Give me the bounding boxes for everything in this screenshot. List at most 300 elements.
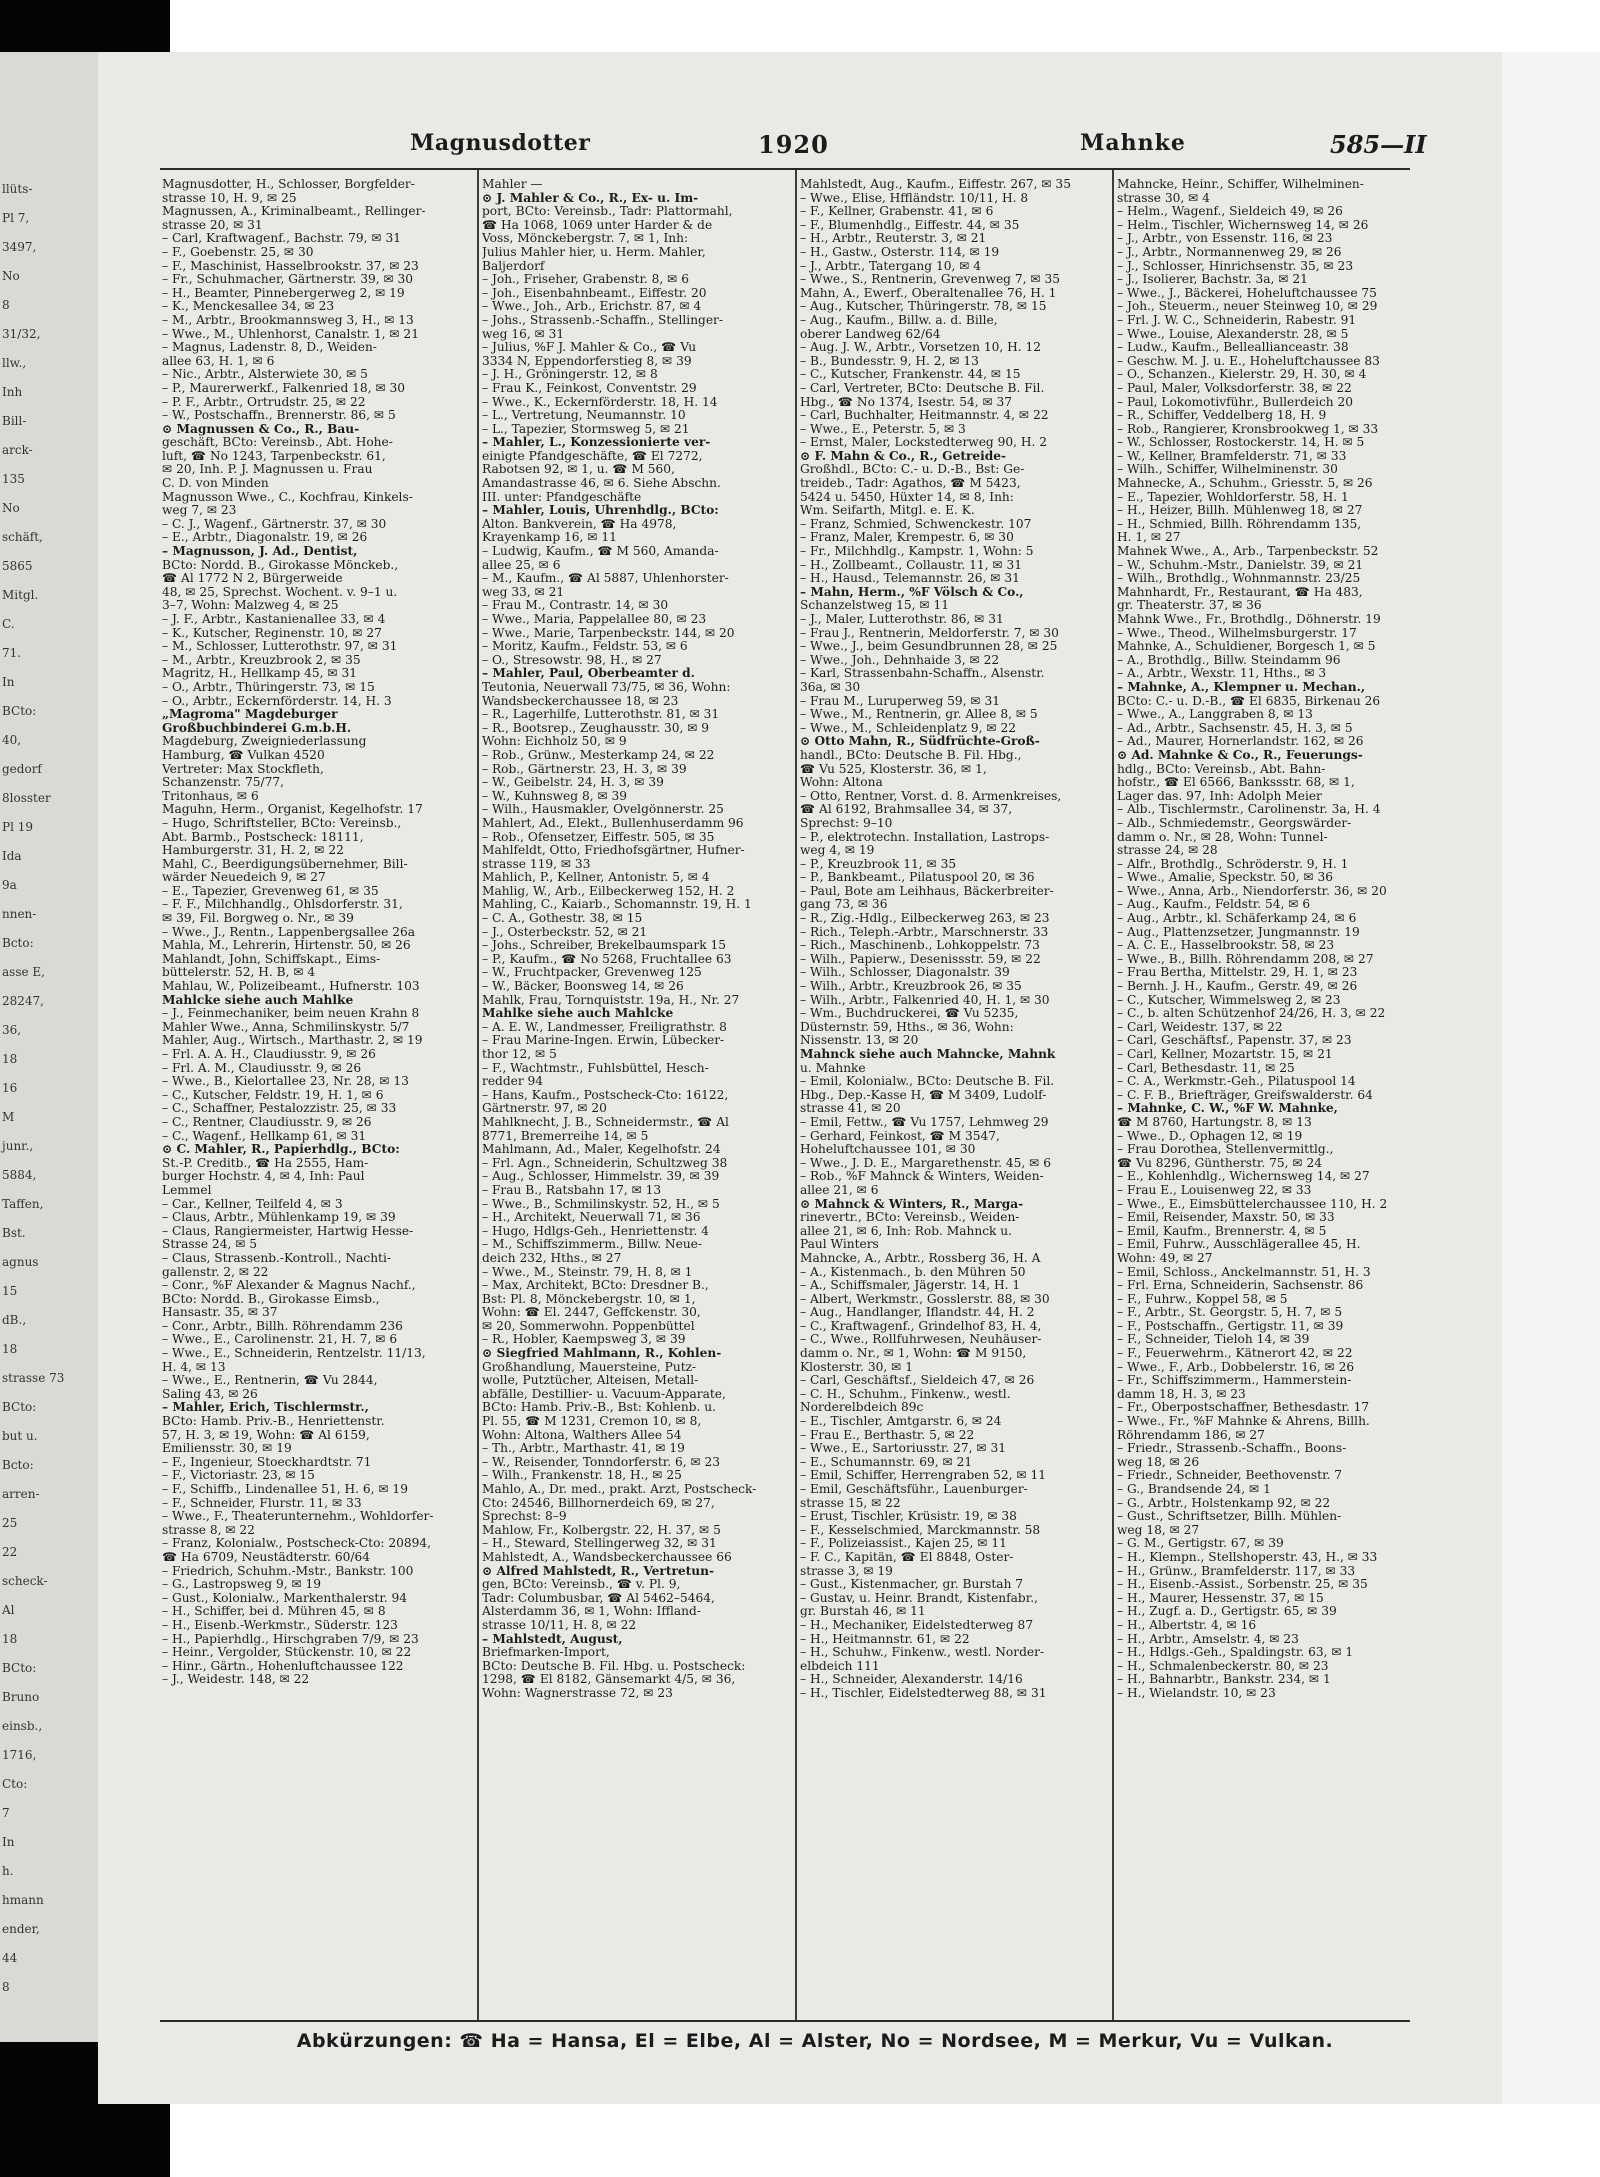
directory-entry: 5424 u. 5450, Hüxter 14, ✉ 8, Inh: <box>800 490 1014 504</box>
directory-entry: Amandastrasse 46, ✉ 6. Siehe Abschn. <box>482 477 721 491</box>
directory-entry: Mahnk Wwe., Fr., Brothdlg., Döhnerstr. 19 <box>1117 613 1381 626</box>
directory-entry: redder 94 <box>482 1075 544 1089</box>
directory-entry: strasse 119, ✉ 33 <box>482 857 591 871</box>
directory-entry: Hbg., Dep.-Kasse H, ☎ M 3409, Ludolf- <box>800 1088 1047 1102</box>
directory-entry: – Rich., Maschinenb., Lohkoppelstr. 73 <box>800 939 1040 953</box>
directory-entry: Wm. Seifarth, Mitgl. e. E. K. <box>800 504 975 518</box>
page-number: 585—II <box>1330 130 1427 159</box>
previous-page-fragment: Ida <box>2 849 22 863</box>
directory-entry: – Wwe., M., Uhlenhorst, Canalstr. 1, ✉ 21 <box>162 327 419 341</box>
directory-entry: H. 1, ✉ 27 <box>1117 531 1181 545</box>
directory-entry: ⊙ C. Mahler, R., Papierhdlg., BCto: <box>162 1143 400 1157</box>
directory-entry: – Frl. A. A. H., Claudiusstr. 9, ✉ 26 <box>162 1048 376 1061</box>
directory-entry: Mahla, M., Lehrerin, Hirtenstr. 50, ✉ 26 <box>162 939 411 953</box>
directory-entry: – Friedr., Schneider, Beethovenstr. 7 <box>1117 1469 1343 1483</box>
directory-entry: – Wwe., Maria, Pappelallee 80, ✉ 23 <box>482 613 707 626</box>
directory-entry: – H., Arbtr., Reuterstr. 3, ✉ 21 <box>800 232 987 246</box>
directory-entry: – Wwe., Anna, Arb., Niendorferstr. 36, ✉ 20 <box>1117 884 1387 898</box>
directory-column-2 <box>482 178 790 2016</box>
directory-entry: Röhrendamm 186, ✉ 27 <box>1117 1428 1265 1442</box>
directory-entry: – Rob., Grünw., Mesterkamp 24, ✉ 22 <box>482 748 715 762</box>
directory-entry: – Wwe., J., beim Gesundbrunnen 28, ✉ 25 <box>800 640 1058 654</box>
directory-entry: – Wwe., B., Kielortallee 23, Nr. 28, ✉ 13 <box>162 1075 409 1089</box>
previous-page-fragment: 44 <box>2 1951 18 1965</box>
directory-entry: Mahlstedt, Aug., Kaufm., Eiffestr. 267, ✉ 35 <box>800 178 1071 191</box>
directory-entry: Lager das. 97, Inh: Adolph Meier <box>1117 789 1322 803</box>
directory-entry: damm o. Nr., ✉ 28, Wohn: Tunnel- <box>1117 830 1328 844</box>
directory-entry: ⊙ J. Mahler & Co., R., Ex- u. Im- <box>482 191 699 205</box>
directory-entry: – Alfr., Brothdlg., Schröderstr. 9, H. 1 <box>1117 857 1349 871</box>
directory-entry: ☎ Vu 525, Klosterstr. 36, ✉ 1, <box>800 762 987 776</box>
directory-entry: Maguhn, Herm., Organist, Kegelhofstr. 17 <box>162 803 423 817</box>
previous-page-fragment: 18 <box>2 1052 18 1066</box>
directory-entry: Alsterdamm 36, ✉ 1, Wohn: Iffland- <box>482 1605 701 1619</box>
directory-entry: ☎ Ha 6709, Neustädterstr. 60/64 <box>162 1550 370 1564</box>
directory-entry: – Frl. Erna, Schneiderin, Sachsenstr. 86 <box>1117 1279 1364 1293</box>
abbreviations-footer: Abkürzungen: ☎ Ha = Hansa, El = Elbe, Al = Alster, No = Nordsee, M = Merkur, Vu = Vulkan. <box>296 2030 1334 2052</box>
directory-entry: – J., Arbtr., Normannenweg 29, ✉ 26 <box>1117 245 1342 259</box>
previous-page-fragment: Inh <box>2 385 23 399</box>
directory-entry: – A., Brothdlg., Billw. Steindamm 96 <box>1117 653 1341 667</box>
previous-page-fragment: h. <box>2 1864 14 1878</box>
directory-entry: ⊙ Ad. Mahnke & Co., R., Feuerungs- <box>1117 748 1363 762</box>
previous-page-fragment: 22 <box>2 1545 18 1559</box>
directory-entry: – F., Victoriastr. 23, ✉ 15 <box>162 1469 315 1483</box>
directory-entry: – Claus, Strassenb.-Kontroll., Nachti- <box>162 1251 391 1265</box>
directory-entry: Mahl, C., Beerdigungsübernehmer, Bill- <box>162 857 408 871</box>
directory-entry: BCto: Hamb. Priv.-B., Henriettenstr. <box>162 1415 385 1429</box>
directory-entry: geschäft, BCto: Vereinsb., Abt. Hohe- <box>162 436 393 450</box>
directory-entry: – M., Arbtr., Kreuzbrook 2, ✉ 35 <box>162 653 361 667</box>
directory-entry: büttelerstr. 52, H. B, ✉ 4 <box>162 966 316 980</box>
directory-entry: – P., Maurerwerkf., Falkenried 18, ✉ 30 <box>162 381 406 395</box>
directory-entry: – Magnusson, J. Ad., Dentist, <box>162 545 358 559</box>
directory-entry: – Wwe., Elise, Hffländstr. 10/11, H. 8 <box>800 191 1029 205</box>
directory-entry: ⊙ Siegfried Mahlmann, R., Kohlen- <box>482 1347 722 1361</box>
previous-page-fragment: arren- <box>2 1487 40 1501</box>
directory-entry: – Wwe., J., Bäckerei, Hoheluftchaussee 75 <box>1117 286 1377 300</box>
directory-entry: ⊙ F. Mahn & Co., R., Getreide- <box>800 449 1007 463</box>
directory-entry: – F., Goebenstr. 25, ✉ 30 <box>162 245 314 259</box>
directory-entry: – Wwe., M., Schleidenplatz 9, ✉ 22 <box>800 721 1017 735</box>
directory-entry: C. D. von Minden <box>162 477 269 491</box>
directory-entry: Mahlcke siehe auch Mahlke <box>162 993 354 1007</box>
directory-entry: – Fr., Oberpostschaffner, Bethesdastr. 17 <box>1117 1401 1370 1415</box>
directory-entry: – Alb., Schmiedemstr., Georgswärder- <box>1117 816 1352 830</box>
directory-entry: – Joh., Eisenbahnbeamt., Eiffestr. 20 <box>482 286 707 300</box>
directory-entry: Abt. Barmb., Postscheck: 18111, <box>162 830 364 844</box>
directory-entry: – F. C., Kapitän, ☎ El 8848, Oster- <box>800 1550 1014 1564</box>
directory-entry: Tadr: Columbusbar, ☎ Al 5462–5464, <box>482 1591 715 1605</box>
previous-page-fragment: asse E, <box>2 965 45 979</box>
directory-entry: strasse 10, H. 9, ✉ 25 <box>162 191 297 205</box>
directory-entry: – P., Bankbeamt., Pilatuspool 20, ✉ 36 <box>800 871 1035 885</box>
directory-entry: – Fr., Schuhmacher, Gärtnerstr. 39, ✉ 30 <box>162 273 414 287</box>
directory-entry: – Wwe., E., Schneiderin, Rentzelstr. 11/13, <box>162 1347 426 1361</box>
directory-entry: – C., Rentner, Claudiusstr. 9, ✉ 26 <box>162 1115 372 1129</box>
directory-entry: – Rob., %F Mahnck & Winters, Weiden- <box>800 1170 1044 1184</box>
directory-entry: – Wwe., Marie, Tarpenbeckstr. 144, ✉ 20 <box>482 626 735 640</box>
directory-entry: – Joh., Friseher, Grabenstr. 8, ✉ 6 <box>482 273 690 287</box>
directory-entry: Mahlfeldt, Otto, Friedhofsgärtner, Hufner- <box>482 844 745 858</box>
directory-entry: Mahlow, Fr., Kolbergstr. 22, H. 37, ✉ 5 <box>482 1523 721 1537</box>
directory-entry: – H., Bahnarbtr., Bankstr. 234, ✉ 1 <box>1117 1673 1331 1687</box>
directory-entry: – C. H., Schuhm., Finkenw., westl. <box>800 1387 1011 1401</box>
directory-entry: – R., Zig.-Hdlg., Eilbeckerweg 263, ✉ 23 <box>800 912 1050 926</box>
directory-entry: ✉ 20, Inh. P. J. Magnussen u. Frau <box>162 463 373 477</box>
directory-entry: – F., Feuerwehrm., Kätnerort 42, ✉ 22 <box>1117 1347 1353 1361</box>
directory-entry: – Gust., Kolonialw., Markenthalerstr. 94 <box>162 1591 408 1605</box>
previous-page-fragment: Mitgl. <box>2 588 39 602</box>
directory-entry: – Ad., Arbtr., Sachsenstr. 45, H. 3, ✉ 5 <box>1117 721 1353 735</box>
directory-entry: – H., Klempn., Stellshoperstr. 43, H., ✉ 33 <box>1117 1550 1378 1564</box>
directory-entry: – F., Schneider, Tieloh 14, ✉ 39 <box>1117 1333 1310 1347</box>
directory-entry: – Wwe., M., Steinstr. 79, H. 8, ✉ 1 <box>482 1265 693 1279</box>
directory-entry: – Wwe., S., Rentnerin, Grevenweg 7, ✉ 35 <box>800 273 1060 287</box>
directory-entry: – Wilh., Arbtr., Kreuzbrook 26, ✉ 35 <box>800 980 1022 994</box>
previous-page-fragment: In <box>2 1835 15 1849</box>
directory-entry: – Car., Kellner, Teilfeld 4, ✉ 3 <box>162 1197 343 1211</box>
directory-entry: – Otto, Rentner, Vorst. d. 8. Armenkreises, <box>800 789 1062 803</box>
previous-page-fragment: dB., <box>2 1313 27 1327</box>
directory-entry: gen, BCto: Vereinsb., ☎ v. Pl. 9, <box>482 1578 681 1592</box>
directory-entry: damm o. Nr., ✉ 1, Wohn: ☎ M 9150, <box>800 1347 1027 1361</box>
directory-entry: – C., b. alten Schützenhof 24/26, H. 3, ✉ 22 <box>1117 1007 1386 1021</box>
directory-entry: Magnussen, A., Kriminalbeamt., Rellinger- <box>162 205 426 219</box>
directory-entry: – Wwe., Theod., Wilhelmsburgerstr. 17 <box>1117 626 1357 640</box>
directory-entry: – B., Bundesstr. 9, H. 2, ✉ 13 <box>800 354 979 368</box>
directory-entry: gang 73, ✉ 36 <box>800 898 888 912</box>
directory-entry: – Carl, Geschäftsf., Papenstr. 37, ✉ 23 <box>1117 1034 1352 1048</box>
directory-entry: – Wwe., E., Carolinenstr. 21, H. 7, ✉ 6 <box>162 1333 398 1347</box>
directory-entry: Sprechst: 8–9 <box>482 1510 567 1524</box>
directory-entry: – Joh., Steuerm., neuer Steinweg 10, ✉ 29 <box>1117 300 1378 314</box>
directory-entry: – Carl, Geschäftsf., Sieldeich 47, ✉ 26 <box>800 1374 1035 1388</box>
directory-entry: – Frau M., Contrastr. 14, ✉ 30 <box>482 599 669 613</box>
directory-entry: – Mahnke, C. W., %F W. Mahnke, <box>1117 1102 1338 1116</box>
directory-entry: deich 232, Hths., ✉ 27 <box>482 1251 622 1265</box>
directory-entry: BCto: Deutsche B. Fil. Hbg. u. Postscheck: <box>482 1659 746 1673</box>
directory-entry: – M., Schlosser, Lutterothstr. 97, ✉ 31 <box>162 640 398 654</box>
directory-entry: – Aug., Kaufm., Feldstr. 54, ✉ 6 <box>1117 898 1311 912</box>
directory-entry: Hamburgerstr. 31, H. 2, ✉ 22 <box>162 844 344 858</box>
directory-entry: – C., Kraftwagenf., Grindelhof 83, H. 4, <box>800 1319 1042 1333</box>
directory-entry: – F., Fuhrw., Koppel 58, ✉ 5 <box>1117 1292 1288 1306</box>
directory-entry: Schanzelstweg 15, ✉ 11 <box>800 599 949 613</box>
directory-entry: strasse 15, ✉ 22 <box>800 1496 901 1510</box>
directory-entry: – H., Hausd., Telemannstr. 26, ✉ 31 <box>800 572 1020 586</box>
directory-entry: – Wilh., Arbtr., Falkenried 40, H. 1, ✉ 30 <box>800 993 1050 1007</box>
directory-entry: – F., Maschinist, Hasselbrookstr. 37, ✉ 23 <box>162 259 419 273</box>
previous-page-fragment: 5865 <box>2 559 33 573</box>
directory-entry: – E., Kohlenhdlg., Wichernsweg 14, ✉ 27 <box>1117 1170 1370 1184</box>
previous-page-fragment: BCto: <box>2 704 37 718</box>
previous-page-fragment: 40, <box>2 733 22 747</box>
directory-entry: Schanzenstr. 75/77, <box>162 776 285 790</box>
previous-page-fragment: 8 <box>2 298 10 312</box>
running-head-left: Magnusdotter <box>410 130 591 156</box>
directory-entry: Emiliensstr. 30, ✉ 19 <box>162 1442 292 1456</box>
directory-entry: allee 25, ✉ 6 <box>482 558 561 572</box>
directory-entry: – P., Kaufm., ☎ No 5268, Fruchtallee 63 <box>482 952 732 966</box>
directory-entry: – Bernh. J. H., Kaufm., Gerstr. 49, ✉ 26 <box>1117 980 1358 994</box>
directory-entry: – H., Schmalenbeckerstr. 80, ✉ 23 <box>1117 1659 1329 1673</box>
directory-entry: Magdeburg, Zweigniederlassung <box>162 735 367 749</box>
directory-entry: weg 16, ✉ 31 <box>482 327 565 341</box>
directory-entry: – C., Kutscher, Frankenstr. 44, ✉ 15 <box>800 368 1021 382</box>
directory-entry: – Karl, Strassenbahn-Schaffn., Alsenstr. <box>800 667 1045 681</box>
directory-entry: – H., Tischler, Eidelstedterweg 88, ✉ 31 <box>800 1686 1047 1700</box>
directory-entry: – F. F., Milchhandlg., Ohlsdorferstr. 31, <box>162 898 403 912</box>
directory-entry: – Wwe., E., Peterstr. 5, ✉ 3 <box>800 422 966 436</box>
directory-entry: – F., Kellner, Grabenstr. 41, ✉ 6 <box>800 205 994 219</box>
directory-entry: – R., Lagerhilfe, Lutterothstr. 81, ✉ 31 <box>482 708 720 722</box>
previous-page-edge <box>0 52 98 2042</box>
directory-entry: – Wwe., J. D. E., Margarethenstr. 45, ✉ 6 <box>800 1156 1052 1170</box>
directory-entry: Hbg., ☎ No 1374, Isestr. 54, ✉ 37 <box>800 395 1013 409</box>
directory-entry: allee 63, H. 1, ✉ 6 <box>162 354 275 368</box>
directory-entry: treideb., Tadr: Agathos, ☎ M 5423, <box>800 477 1021 491</box>
directory-entry: abfälle, Destillier- u. Vacuum-Apparate, <box>482 1387 726 1401</box>
previous-page-fragment: Pl 19 <box>2 820 33 834</box>
directory-entry: – J., Osterbeckstr. 52, ✉ 21 <box>482 925 648 939</box>
directory-entry: – Johs., Schreiber, Brekelbaumspark 15 <box>482 939 727 953</box>
directory-entry: Pl. 55, ☎ M 1231, Cremon 10, ✉ 8, <box>482 1415 702 1429</box>
previous-page-fragment: agnus <box>2 1255 39 1269</box>
directory-entry: – A., Kistenmach., b. den Mühren 50 <box>800 1265 1026 1279</box>
directory-entry: – H., Schneider, Alexanderstr. 14/16 <box>800 1673 1023 1687</box>
directory-entry: – Franz, Schmied, Schwenckestr. 107 <box>800 517 1032 531</box>
directory-entry: wolle, Putztücher, Alteisen, Metall- <box>482 1374 699 1388</box>
directory-entry: – Paul, Lokomotivführ., Bullerdeich 20 <box>1117 395 1354 409</box>
previous-page-fragment: Bcto: <box>2 1458 34 1472</box>
directory-entry: – W., Reisender, Tonndorferstr. 6, ✉ 23 <box>482 1455 721 1469</box>
directory-entry: ☎ Vu 8296, Güntherstr. 75, ✉ 24 <box>1117 1156 1323 1170</box>
directory-entry: Wohn: Wagnerstrasse 72, ✉ 23 <box>482 1686 673 1700</box>
directory-entry: Teutonia, Neuerwall 73/75, ✉ 36, Wohn: <box>482 680 731 694</box>
directory-entry: – C., Schaffner, Pestalozzistr. 25, ✉ 33 <box>162 1102 397 1116</box>
directory-entry: – F., Ingenieur, Stoeckhardtstr. 71 <box>162 1455 372 1469</box>
directory-entry: – E., Arbtr., Diagonalstr. 19, ✉ 26 <box>162 531 368 545</box>
previous-page-fragment: 15 <box>2 1284 18 1298</box>
directory-entry: Paul Winters <box>800 1238 879 1252</box>
directory-entry: – Gustav, u. Heinr. Brandt, Kistenfabr., <box>800 1591 1038 1605</box>
directory-entry: Mahnhardt, Fr., Restaurant, ☎ Ha 483, <box>1117 585 1363 599</box>
directory-entry: – G., Lastropsweg 9, ✉ 19 <box>162 1578 322 1592</box>
directory-entry: Mahlmann, Ad., Maler, Kegelhofstr. 24 <box>482 1143 721 1157</box>
directory-entry: – Mahler, L., Konzessionierte ver- <box>482 436 711 450</box>
running-head-year: 1920 <box>758 130 829 159</box>
directory-entry: – C. J., Wagenf., Gärtnerstr. 37, ✉ 30 <box>162 517 387 531</box>
directory-entry: – R., Hobler, Kaempsweg 3, ✉ 39 <box>482 1333 686 1347</box>
previous-page-fragment: BCto: <box>2 1400 37 1414</box>
directory-entry: – H., Eisenb.-Assist., Sorbenstr. 25, ✉ 35 <box>1117 1578 1368 1592</box>
directory-entry: – Carl, Weidestr. 137, ✉ 22 <box>1117 1020 1283 1034</box>
previous-page-fragment: arck- <box>2 443 33 457</box>
previous-page-fragment: ender, <box>2 1922 40 1936</box>
directory-entry: Mahling, C., Kaiarb., Schomannstr. 19, H. 1 <box>482 898 752 912</box>
directory-entry: – H., Schuhw., Finkenw., westl. Norder- <box>800 1646 1045 1660</box>
previous-page-fragment: 1716, <box>2 1748 37 1762</box>
directory-entry: – Frau Marine-Ingen. Erwin, Lübecker- <box>482 1034 725 1048</box>
directory-entry: – E., Tapezier, Grevenweg 61, ✉ 35 <box>162 884 379 898</box>
previous-page-fragment: In <box>2 675 15 689</box>
directory-entry: – Aug., Plattenzsetzer, Jungmannstr. 19 <box>1117 925 1360 939</box>
directory-entry: – Wwe., Joh., Arb., Erichstr. 87, ✉ 4 <box>482 300 702 314</box>
directory-entry: – Friedr., Strassenb.-Schaffn., Boons- <box>1117 1442 1347 1456</box>
directory-entry: 8771, Bremerreihe 14, ✉ 5 <box>482 1129 649 1143</box>
directory-entry: – Franz, Kolonialw., Postscheck-Cto: 20894, <box>162 1537 432 1551</box>
directory-entry: Mahlau, W., Polizeibeamt., Hufnerstr. 103 <box>162 980 420 994</box>
directory-entry: – J., Weidestr. 148, ✉ 22 <box>162 1673 310 1687</box>
directory-entry: – C. F. B., Briefträger, Greifswalderstr. 64 <box>1117 1088 1373 1102</box>
directory-entry: – Wilh., Frankenstr. 18, H., ✉ 25 <box>482 1469 682 1483</box>
directory-entry: – C., Wwe., Rollfuhrwesen, Neuhäuser- <box>800 1333 1042 1347</box>
directory-entry: – Aug., Arbtr., kl. Schäferkamp 24, ✉ 6 <box>1117 912 1357 926</box>
directory-entry: – H., Schmied, Billh. Röhrendamm 135, <box>1117 517 1362 531</box>
directory-entry: – C. A., Werkmstr.-Geh., Pilatuspool 14 <box>1117 1075 1356 1089</box>
directory-entry: ✉ 39, Fil. Borgweg o. Nr., ✉ 39 <box>162 912 354 926</box>
directory-entry: – Fr., Schiffszimmerm., Hammerstein- <box>1117 1374 1352 1388</box>
header-rule <box>160 168 1410 170</box>
directory-entry: – Mahn, Herm., %F Völsch & Co., <box>800 585 1024 599</box>
directory-entry: – Heinr., Vergolder, Stückenstr. 10, ✉ 22 <box>162 1646 412 1660</box>
directory-entry: – O., Arbtr., Thüringerstr. 73, ✉ 15 <box>162 680 375 694</box>
directory-entry: – Magnus, Ladenstr. 8, D., Weiden- <box>162 341 377 355</box>
directory-entry: – A. C. E., Hasselbrookstr. 58, ✉ 23 <box>1117 939 1335 953</box>
directory-entry: Großhandlung, Mauersteine, Putz- <box>482 1360 697 1374</box>
directory-entry: – Wwe., D., Ophagen 12, ✉ 19 <box>1117 1129 1303 1143</box>
directory-entry: Mahnck siehe auch Mahncke, Mahnk <box>800 1048 1056 1061</box>
directory-entry: – P., elektrotechn. Installation, Lastrops- <box>800 830 1050 844</box>
directory-entry: – J., Schlosser, Hinrichsenstr. 35, ✉ 23 <box>1117 259 1354 273</box>
directory-entry: ⊙ Mahnck & Winters, R., Marga- <box>800 1197 1024 1211</box>
directory-entry: – Moritz, Kaufm., Feldstr. 53, ✉ 6 <box>482 640 688 654</box>
directory-entry: – W., Kellner, Bramfelderstr. 71, ✉ 33 <box>1117 449 1347 463</box>
previous-page-fragment: llw., <box>2 356 27 370</box>
previous-page-fragment: 8losster <box>2 791 51 805</box>
directory-entry: Baljerdorf <box>482 259 545 273</box>
directory-entry: – C., Kutscher, Wimmelsweg 2, ✉ 23 <box>1117 993 1341 1007</box>
directory-entry: – G., Brandsende 24, ✉ 1 <box>1117 1483 1271 1496</box>
directory-entry: – A., Arbtr., Wexstr. 11, Hths., ✉ 3 <box>1117 667 1327 681</box>
directory-entry: – F., Arbtr., St. Georgstr. 5, H. 7, ✉ 5 <box>1117 1306 1343 1320</box>
directory-entry: – Frl. Agn., Schneiderin, Schultzweg 38 <box>482 1156 728 1170</box>
directory-entry: – Emil, Fuhrw., Ausschlägerallee 45, H. <box>1117 1238 1361 1252</box>
directory-entry: thor 12, ✉ 5 <box>482 1048 557 1061</box>
directory-entry: Mahlich, P., Kellner, Antonistr. 5, ✉ 4 <box>482 871 710 885</box>
previous-page-fragment: Bruno <box>2 1690 40 1704</box>
directory-entry: – Gerhard, Feinkost, ☎ M 3547, <box>800 1129 1000 1143</box>
directory-entry: – Hans, Kaufm., Postscheck-Cto: 16122, <box>482 1088 729 1102</box>
directory-entry: – J., Maler, Lutterothstr. 86, ✉ 31 <box>800 613 1004 626</box>
directory-entry: – Ernst, Maler, Lockstedterweg 90, H. 2 <box>800 436 1047 450</box>
directory-entry: Rabotsen 92, ✉ 1, u. ☎ M 560, <box>482 463 675 477</box>
directory-entry: Wohn: Eichholz 50, ✉ 9 <box>482 735 627 749</box>
directory-entry: Mahler — <box>482 178 543 191</box>
directory-entry: – Wwe., Joh., Dehnhaide 3, ✉ 22 <box>800 653 1000 667</box>
directory-entry: – Rob., Gärtnerstr. 23, H. 3, ✉ 39 <box>482 762 687 776</box>
directory-entry: Mahnke, A., Schuldiener, Borgesch 1, ✉ 5 <box>1117 640 1376 654</box>
directory-entry: – Wwe., E., Eimsbüttelerchaussee 110, H. 2 <box>1117 1197 1388 1211</box>
directory-entry: Wohn: ☎ El. 2447, Geffckenstr. 30, <box>482 1306 701 1320</box>
directory-entry: – K., Kutscher, Reginenstr. 10, ✉ 27 <box>162 626 382 640</box>
directory-entry: – H., Architekt, Neuerwall 71, ✉ 36 <box>482 1211 701 1225</box>
directory-entry: – Paul, Bote am Leihhaus, Bäckerbreiter- <box>800 884 1054 898</box>
directory-entry: – R., Bootsrep., Zeughausstr. 30, ✉ 9 <box>482 721 710 735</box>
directory-entry: Strasse 24, ✉ 5 <box>162 1238 258 1252</box>
directory-entry: – F., Kesselschmied, Marckmannstr. 58 <box>800 1523 1041 1537</box>
directory-entry: – Alb., Tischlermstr., Carolinenstr. 3a, H. 4 <box>1117 803 1381 817</box>
directory-entry: – H., Zollbeamt., Collaustr. 11, ✉ 31 <box>800 558 1022 572</box>
directory-entry: – E., Schumannstr. 69, ✉ 21 <box>800 1455 973 1469</box>
previous-page-fragment: Taffen, <box>2 1197 44 1211</box>
directory-entry: Düsternstr. 59, Hths., ✉ 36, Wohn: <box>800 1020 1014 1034</box>
directory-entry: – Mahler, Erich, Tischlermstr., <box>162 1401 369 1415</box>
directory-entry: Hoheluftchaussee 101, ✉ 30 <box>800 1143 976 1157</box>
previous-page-fragment: einsb., <box>2 1719 43 1733</box>
directory-entry: – H., Arbtr., Amselstr. 4, ✉ 23 <box>1117 1632 1299 1646</box>
directory-entry: Großhdl., BCto: C.- u. D.-B., Bst: Ge- <box>800 463 1025 477</box>
directory-entry: – Wwe., K., Eckernförderstr. 18, H. 14 <box>482 395 718 409</box>
previous-page-fragment: Bst. <box>2 1226 26 1240</box>
directory-entry: – R., Schiffer, Veddelberg 18, H. 9 <box>1117 409 1327 423</box>
directory-entry: – Aug., Schlosser, Himmelstr. 39, ✉ 39 <box>482 1170 720 1184</box>
directory-entry: – Wilh., Papierw., Desenissstr. 59, ✉ 22 <box>800 952 1041 966</box>
directory-column-4 <box>1117 178 1407 2016</box>
directory-entry: – Frau Bertha, Mittelstr. 29, H. 1, ✉ 23 <box>1117 966 1358 980</box>
directory-entry: – Max, Architekt, BCto: Dresdner B., <box>482 1279 709 1293</box>
directory-entry: – J., Feinmechaniker, beim neuen Krahn 8 <box>162 1007 420 1021</box>
directory-entry: – H., Hdlgs.-Geh., Spaldingstr. 63, ✉ 1 <box>1117 1646 1354 1660</box>
directory-entry: Mahler Wwe., Anna, Schmilinskystr. 5/7 <box>162 1020 410 1034</box>
directory-entry: oberer Landweg 62/64 <box>800 327 941 341</box>
directory-entry: – Frau K., Feinkost, Conventstr. 29 <box>482 381 697 395</box>
previous-page-fragment: junr., <box>2 1139 34 1153</box>
directory-entry: – W., Fruchtpacker, Grevenweg 125 <box>482 966 702 980</box>
directory-entry: – Wilh., Schlosser, Diagonalstr. 39 <box>800 966 1010 980</box>
directory-entry: Mahnek Wwe., A., Arb., Tarpenbeckstr. 52 <box>1117 545 1379 559</box>
directory-entry: gr. Theaterstr. 37, ✉ 36 <box>1117 599 1262 613</box>
directory-entry: Mahlk, Frau, Tornquiststr. 19a, H., Nr. 27 <box>482 993 740 1007</box>
directory-entry: – Wilh., Brothdlg., Wohnmannstr. 23/25 <box>1117 572 1361 586</box>
directory-entry: Wandsbeckerchaussee 18, ✉ 23 <box>482 694 679 708</box>
directory-entry: Hansastr. 35, ✉ 37 <box>162 1306 278 1320</box>
directory-entry: – F., Schneider, Flurstr. 11, ✉ 33 <box>162 1496 362 1510</box>
directory-entry: einigte Pfandgeschäfte, ☎ El 7272, <box>482 449 703 463</box>
directory-entry: – W., Bäcker, Boonsweg 14, ✉ 26 <box>482 980 684 994</box>
directory-entry: – Hugo, Schriftsteller, BCto: Vereinsb., <box>162 816 402 830</box>
directory-entry: allee 21, ✉ 6, Inh: Rob. Mahnck u. <box>800 1224 1013 1238</box>
directory-entry: Bst: Pl. 8, Mönckebergstr. 10, ✉ 1, <box>482 1292 696 1306</box>
directory-entry: Julius Mahler hier, u. Herm. Mahler, <box>482 245 706 259</box>
directory-entry: – H., Schiffer, bei d. Mühren 45, ✉ 8 <box>162 1605 386 1619</box>
directory-entry: – Friedrich, Schuhm.-Mstr., Bankstr. 100 <box>162 1564 414 1578</box>
directory-entry: Wohn: 49, ✉ 27 <box>1117 1251 1213 1265</box>
previous-page-fragment: 8 <box>2 1980 10 1994</box>
previous-page-fragment: 16 <box>2 1081 18 1095</box>
directory-entry: – Erust, Tischler, Krüsistr. 19, ✉ 38 <box>800 1510 1017 1524</box>
directory-entry: Lemmel <box>162 1183 212 1197</box>
directory-entry: – Wwe., Amalie, Speckstr. 50, ✉ 36 <box>1117 871 1333 885</box>
directory-entry: – O., Schanzen., Kielerstr. 29, H. 30, ✉ 4 <box>1117 368 1367 382</box>
directory-entry: strasse 20, ✉ 31 <box>162 218 263 232</box>
directory-entry: – Wm., Buchdruckerei, ☎ Vu 5235, <box>800 1007 1019 1021</box>
directory-entry: – Hinr., Gärtn., Hohenluftchaussee 122 <box>162 1659 404 1673</box>
directory-entry: – K., Menckesallee 34, ✉ 23 <box>162 300 335 314</box>
directory-entry: – Frl. A. M., Claudiusstr. 9, ✉ 26 <box>162 1061 362 1075</box>
directory-entry: handl., BCto: Deutsche B. Fil. Hbg., <box>800 748 1022 762</box>
